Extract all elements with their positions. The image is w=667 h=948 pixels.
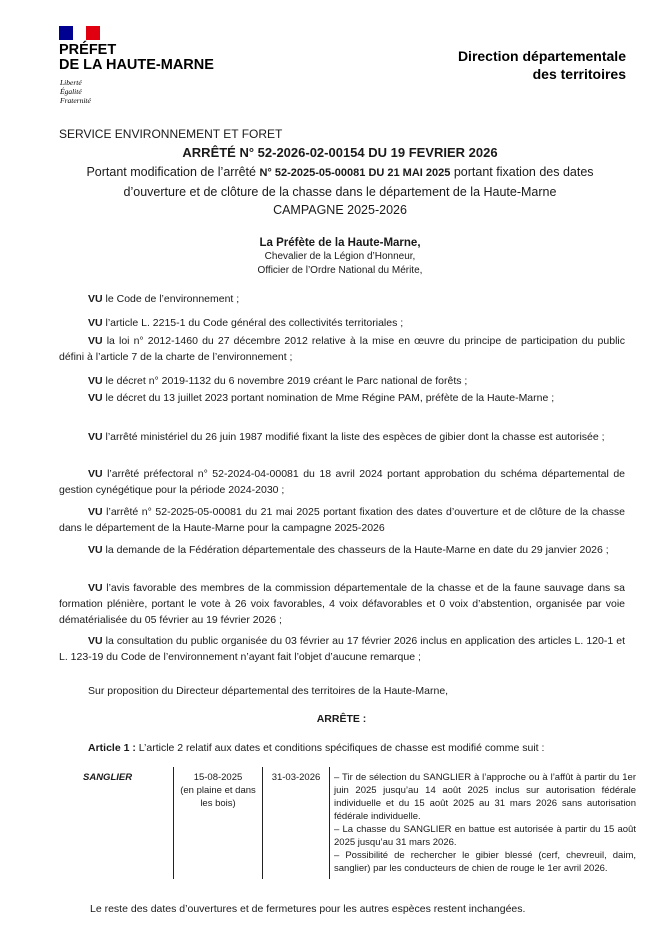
vu-label: VU: [88, 431, 103, 443]
species-cell: SANGLIER: [83, 772, 133, 783]
opening-date-cell: [174, 767, 263, 879]
vu-text: le décret n° 2019-1132 du 6 novembre 2019 créant le Parc national de forêts ;: [105, 375, 468, 387]
signatory-name: La Préfète de la Haute-Marne,: [259, 237, 421, 249]
vu-text: l’article L. 2215-1 du Code général des collectivités territoriales ;: [105, 317, 404, 329]
vu-text: l’arrêté préfectoral n° 52-2024-04-00081 du 18 avril 2024 portant approbation du schéma départemental de gestion cynégétique pour la période 2024-2030 ;: [59, 468, 625, 496]
vu-label: VU: [88, 392, 103, 404]
direction-line-1: Direction départementale: [457, 48, 626, 64]
signatory-title-2: Officier de l’Ordre National du Mérite,: [257, 265, 423, 276]
vu-text: la demande de la Fédération départementale des chasseurs de la Haute-Marne en date du 29 janvier 2026 ;: [105, 544, 609, 556]
table-row: [77, 767, 640, 879]
vu-text: l’arrêté n° 52-2025-05-00081 du 21 mai 2025 portant fixation des dates d’ouverture et de clôture de la chasse dans le département de la Haute-Marne pour la campagne 2025-2026: [59, 506, 625, 534]
hunting-dates-table: [77, 767, 640, 879]
direction-title: [458, 47, 626, 83]
vu-label: VU: [88, 582, 103, 594]
signatory-title-1: Chevalier de la Légion d’Honneur,: [264, 251, 416, 262]
subject-prefix: Portant modification de l’arrêté: [86, 165, 260, 179]
motto-fraternite: Fraternité: [60, 96, 91, 105]
service-name: SERVICE ENVIRONNEMENT ET FORET: [59, 127, 283, 141]
vu-paragraph: [59, 291, 625, 307]
vu-text: le décret du 13 juillet 2023 portant nomination de Mme Régine PAM, préfète de la Haute-Marne ;: [105, 392, 555, 404]
prefet-line-2: DE LA HAUTE-MARNE: [59, 57, 214, 73]
article-1-text: L’article 2 relatif aux dates et conditions spécifiques de chasse est modifié comme suit :: [135, 742, 545, 754]
vu-paragraph: [59, 542, 625, 558]
prefet-line-1: PRÉFET: [59, 42, 117, 58]
campagne-label: CAMPAGNE 2025-2026: [273, 203, 407, 217]
subject-suffix: portant fixation des dates d’ouverture et de clôture de la chasse dans le département de la Haute-Marne: [123, 165, 594, 199]
direction-line-2: des territoires: [532, 66, 626, 82]
vu-text: la loi n° 2012-1460 du 27 décembre 2012 relative à la mise en œuvre du principe de participation du public défini à l’article 7 de la charte de l’environnement ;: [59, 335, 625, 363]
arrete-label: ARRÊTE :: [316, 713, 367, 725]
opening-date: 15-08-2025: [193, 772, 243, 783]
opening-note: (en plaine et dans les bois): [180, 785, 256, 809]
vu-paragraph: [59, 633, 625, 665]
condition-item: – Tir de sélection du SANGLIER à l’approche ou à l’affût à partir du 1er juin 2025 jusqu’au 14 août 2025 inclus sur autorisation fédérale individuelle et du 15 août 2025 au 31 mars 2026 sans autorisation fédérale individuelle.: [334, 772, 636, 822]
subject-reference: N° 52-2025-05-00081 DU 21 MAI 2025: [259, 167, 451, 179]
condition-item: – Possibilité de rechercher le gibier blessé (cerf, chevreuil, daim, sanglier) par les conducteurs de chien de rouge le 1er avril 2026.: [334, 850, 636, 874]
vu-label: VU: [88, 468, 103, 480]
vu-label: VU: [88, 635, 103, 647]
vu-label: VU: [88, 335, 103, 347]
vu-paragraph: [59, 504, 625, 536]
marianne-flag-logo: [59, 26, 100, 40]
arrete-number: ARRÊTÉ N° 52-2026-02-00154 DU 19 FEVRIER 2026: [182, 145, 498, 160]
vu-label: VU: [88, 293, 103, 305]
vu-text: le Code de l’environnement ;: [105, 293, 240, 305]
vu-text: l’avis favorable des membres de la commission départementale de la chasse et de la faune sauvage dans sa formation plénière, portant le vote à 26 voix favorables, 4 voix défavorables et 0 voix d’abstention, organisée par voie dématérialisée du 05 février au 19 février 2026 ;: [59, 582, 625, 626]
closing-date-cell: 31-03-2026: [263, 767, 330, 879]
motto-liberte: Liberté: [60, 78, 82, 87]
arrete-subject: [60, 163, 620, 202]
vu-paragraph: [59, 580, 625, 628]
vu-label: VU: [88, 544, 103, 556]
article-1: [59, 740, 625, 756]
vu-text: l’arrêté ministériel du 26 juin 1987 modifié fixant la liste des espèces de gibier dont la chasse est autorisée ;: [105, 431, 605, 443]
arrete-heading: [59, 711, 624, 727]
republic-motto: [60, 78, 91, 105]
motto-egalite: Égalité: [60, 87, 82, 96]
proposition-text: Sur proposition du Directeur départemental des territoires de la Haute-Marne,: [88, 685, 449, 697]
vu-text: la consultation du public organisée du 03 février au 17 février 2026 inclus en application des articles L. 120-1 et L. 123-19 du Code de l’environnement n’ayant fait l’objet d’aucune remarque ;: [59, 635, 626, 663]
prefet-title: [59, 43, 214, 73]
vu-paragraph: [59, 429, 625, 445]
vu-paragraph: [59, 373, 625, 389]
vu-label: VU: [88, 506, 103, 518]
signatory-block: [240, 236, 440, 278]
conditions-cell: [330, 767, 641, 879]
condition-item: – La chasse du SANGLIER en battue est autorisée à partir du 15 août 2025 jusqu’au 31 mars 2026.: [334, 824, 636, 848]
vu-paragraph: [59, 315, 625, 331]
vu-paragraph: [59, 333, 625, 365]
vu-paragraph: [59, 466, 625, 498]
closing-remark: Le reste des dates d’ouvertures et de fermetures pour les autres espèces restent inchangées.: [90, 903, 526, 915]
vu-label: VU: [88, 375, 103, 387]
vu-label: VU: [88, 317, 103, 329]
vu-paragraph: [59, 390, 625, 406]
article-1-label: Article 1 :: [88, 742, 136, 754]
